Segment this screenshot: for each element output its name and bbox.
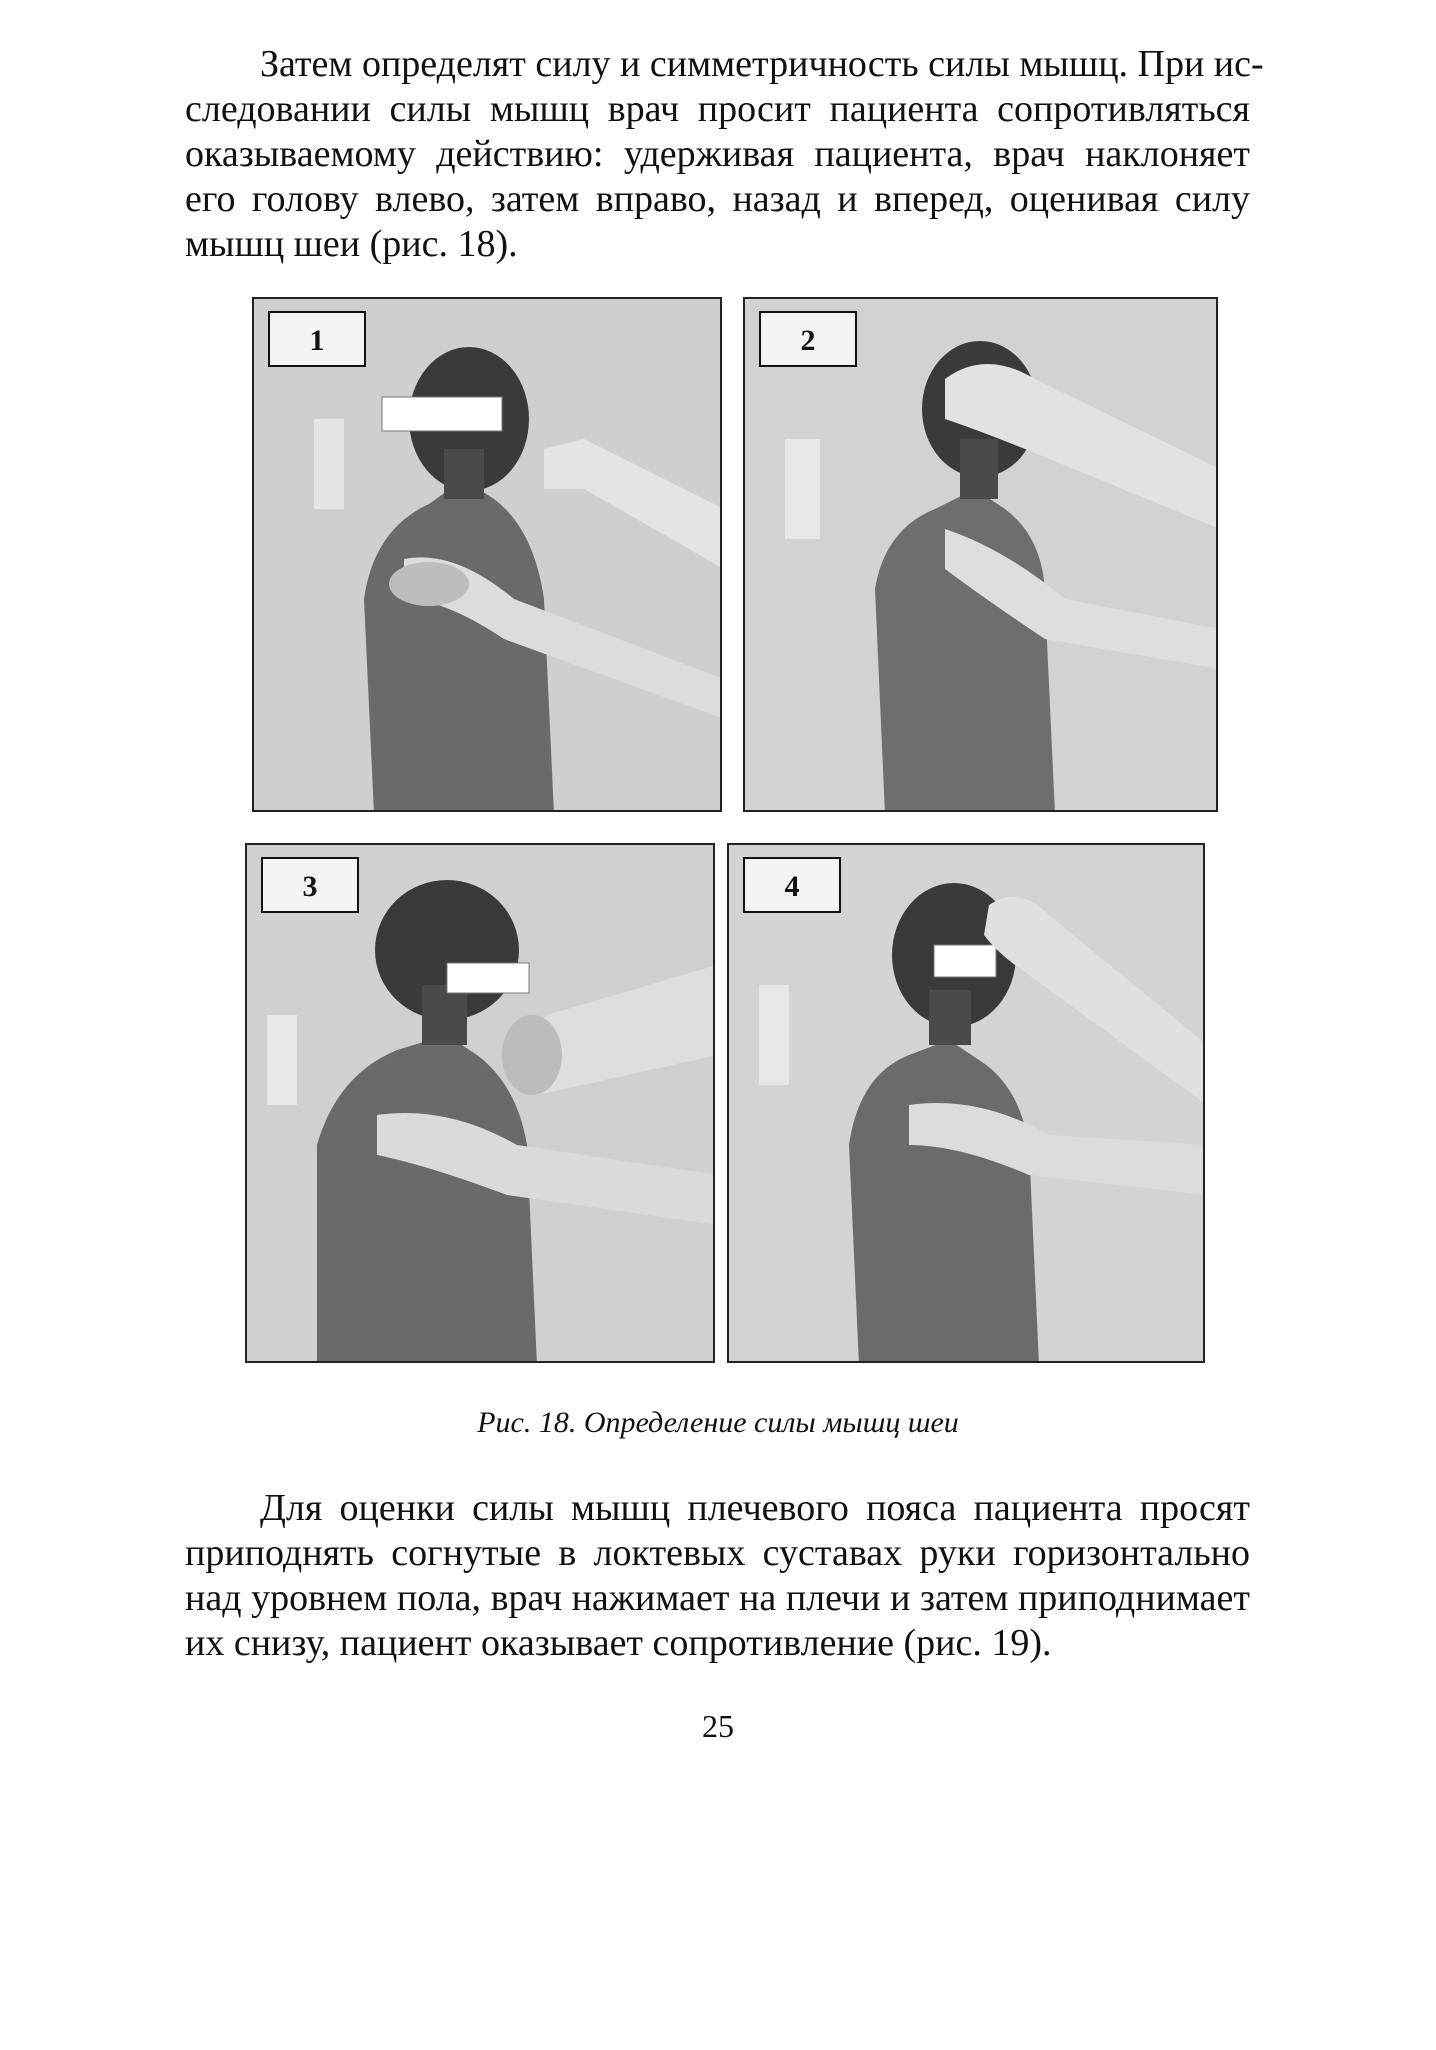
- text-line: Для оценки силы мышц плечевого пояса пациента просят: [260, 1487, 1250, 1529]
- figure-panel-1: [252, 297, 722, 812]
- paragraph-intro: [185, 42, 1264, 267]
- figure-panel-3: [245, 843, 715, 1363]
- photo-neck-tilt-right: [247, 845, 715, 1363]
- photo-neck-tilt-forward: [729, 845, 1205, 1363]
- text-line: следовании силы мышц врач просит пациента сопротивляться: [185, 88, 1250, 130]
- figure-panel-2: [743, 297, 1218, 812]
- text-line: оказываемому действию: удерживая пациента, врач наклоняет: [185, 133, 1250, 175]
- text-line: его голову влево, затем вправо, назад и вперед, оценивая силу: [185, 178, 1250, 220]
- panel-number: 4: [743, 857, 841, 913]
- paragraph-shoulder: [185, 1486, 1250, 1666]
- figure-caption: Рис. 18. Определение силы мышц шеи: [477, 1406, 959, 1439]
- figure-panel-4: [727, 843, 1205, 1363]
- text-line: приподнять согнутые в локтевых суставах руки горизонтально: [185, 1532, 1250, 1574]
- photo-neck-tilt-back: [745, 299, 1218, 812]
- page-number: 25: [702, 1708, 734, 1744]
- text-line: мышц шеи (рис. 18).: [185, 223, 518, 265]
- panel-number: 1: [268, 311, 366, 367]
- panel-number: 2: [759, 311, 857, 367]
- text-line: над уровнем пола, врач нажимает на плечи и затем приподнимает: [185, 1577, 1250, 1619]
- panel-number: 3: [261, 857, 359, 913]
- photo-neck-tilt-left: [254, 299, 722, 812]
- text-line: Затем определят силу и симметричность силы мышц. При ис-: [260, 43, 1264, 85]
- text-line: их снизу, пациент оказывает сопротивление (рис. 19).: [185, 1622, 1052, 1664]
